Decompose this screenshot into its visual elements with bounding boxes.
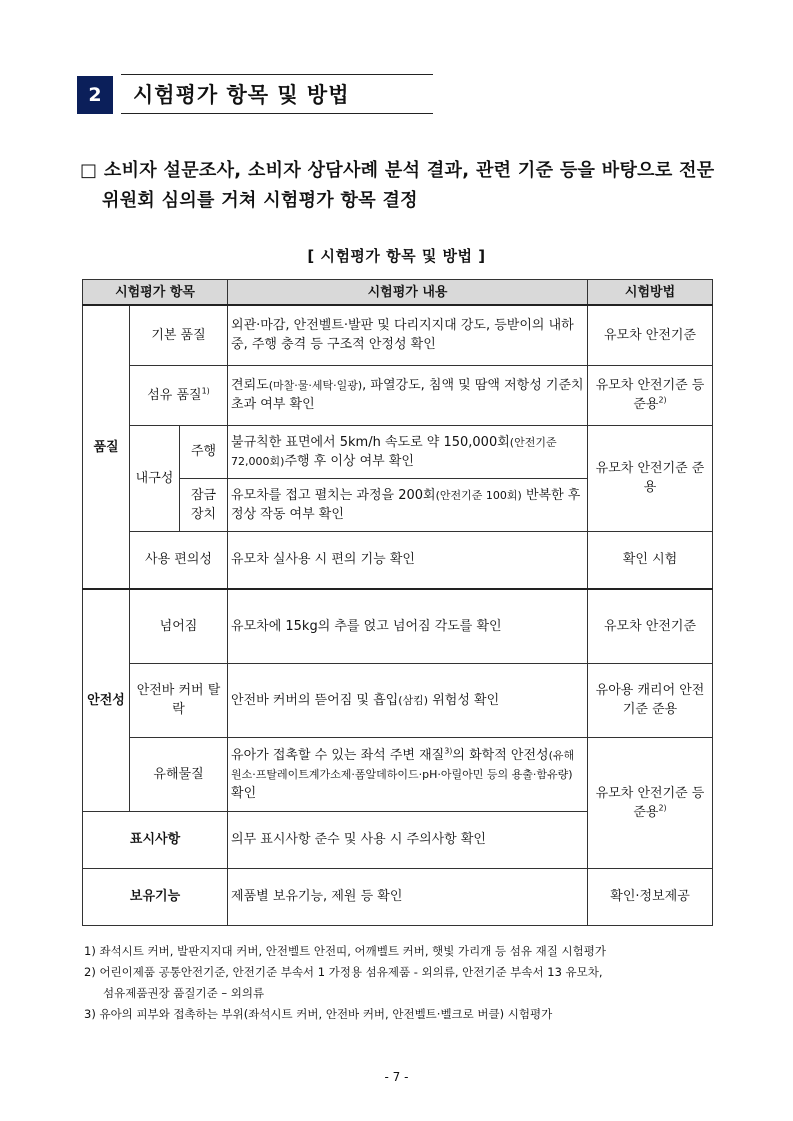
table-row (83, 531, 713, 589)
method-features: 확인·정보제공 (588, 868, 713, 925)
group-quality: 품질 (83, 305, 130, 589)
content-tipping: 유모차에 15kg의 추를 얹고 넘어짐 각도를 확인 (228, 589, 588, 663)
content-labeling: 의무 표시사항 준수 및 사용 시 주의사항 확인 (228, 811, 588, 868)
method-durability: 유모차 안전기준 준용 (588, 425, 713, 531)
bullet-line-2: 위원회 심의를 거쳐 시험평가 항목 결정 (102, 190, 418, 211)
header-item: 시험평가 항목 (83, 280, 228, 306)
content-usability: 유모차 실사용 시 편의 기능 확인 (228, 531, 588, 589)
footnotes (84, 941, 720, 1025)
item-driving: 주행 (180, 425, 228, 478)
method-harmful-labeling: 유모차 안전기준 등 준용$^{2)}$ (588, 737, 713, 868)
summary-bullet (80, 156, 720, 216)
content-driving: 불규칙한 표면에서 5km/h 속도로 약 150,000회(안전기준 72,000회)주행 후 이상 여부 확인 (228, 425, 588, 478)
content-harmful: 유아가 접촉할 수 있는 좌석 주변 재질$^{3)}$의 화학적 안전성(유해원소·프탈레이트계가소제·폼알데하이드·pH·아릴아민 등의 용출·함유량) 확인 (228, 737, 588, 811)
content-basic: 외관·마감, 안전벨트·발판 및 다리지지대 강도, 등받이의 내하중, 주행 충격 등 구조적 안정성 확인 (228, 305, 588, 365)
item-lock: 잠금 장치 (180, 478, 228, 531)
table-row (83, 425, 713, 478)
method-cover: 유아용 캐리어 안전기준 준용 (588, 663, 713, 737)
footnote-2: 2) 어린이제품 공통안전기준, 안전기준 부속서 1 가정용 섬유제품 - 외의류, 안전기준 부속서 13 유모차, 섬유제품권장 품질기준 – 외의류 (84, 965, 603, 1000)
group-durability: 내구성 (130, 425, 180, 531)
method-fiber: 유모차 안전기준 등 준용$^{2)}$ (588, 365, 713, 425)
item-harmful: 유해물질 (130, 737, 228, 811)
content-lock: 유모차를 접고 펼치는 과정을 200회(안전기준 100회) 반복한 후 정상 작동 여부 확인 (228, 478, 588, 531)
table-row (83, 365, 713, 425)
footnote-1: 1) 좌석시트 커버, 발판지지대 커버, 안전벨트 안전띠, 어깨벨트 커버, 햇빛 가리개 등 섬유 재질 시험평가 (84, 944, 606, 958)
section-number: 2 (77, 76, 113, 114)
section-title: 시험평가 항목 및 방법 (121, 74, 433, 114)
table-row (83, 663, 713, 737)
item-features: 보유기능 (83, 868, 228, 925)
table-row (83, 868, 713, 925)
item-labeling: 표시사항 (83, 811, 228, 868)
header-content: 시험평가 내용 (228, 280, 588, 306)
method-basic: 유모차 안전기준 (588, 305, 713, 365)
table-row (83, 305, 713, 365)
checkbox-bullet-icon: □ (80, 160, 98, 181)
table-row (83, 589, 713, 663)
content-features: 제품별 보유기능, 제원 등 확인 (228, 868, 588, 925)
table-caption: [ 시험평가 항목 및 방법 ] (307, 247, 486, 265)
method-tipping: 유모차 안전기준 (588, 589, 713, 663)
item-basic: 기본 품질 (130, 305, 228, 365)
footnote-3: 3) 유아의 피부와 접촉하는 부위(좌석시트 커버, 안전바 커버, 안전벨트·벨크로 버클) 시험평가 (84, 1007, 553, 1021)
item-tipping: 넘어짐 (130, 589, 228, 663)
header-method: 시험방법 (588, 280, 713, 306)
page-number: - 7 - (384, 1070, 409, 1084)
test-items-table (82, 279, 713, 926)
group-safety: 안전성 (83, 589, 130, 811)
item-fiber: 섬유 품질$^{1)}$ (130, 365, 228, 425)
method-usability: 확인 시험 (588, 531, 713, 589)
content-fiber: 견뢰도(마찰·물·세탁·일광), 파열강도, 침액 및 땀액 저항성 기준치 초과 여부 확인 (228, 365, 588, 425)
bullet-line-1: 소비자 설문조사, 소비자 상담사례 분석 결과, 관련 기준 등을 바탕으로 전문 (103, 160, 715, 181)
item-cover: 안전바 커버 탈락 (130, 663, 228, 737)
item-usability: 사용 편의성 (130, 531, 228, 589)
content-cover: 안전바 커버의 뜯어짐 및 흡입(삼킴) 위험성 확인 (228, 663, 588, 737)
table-row (83, 737, 713, 811)
